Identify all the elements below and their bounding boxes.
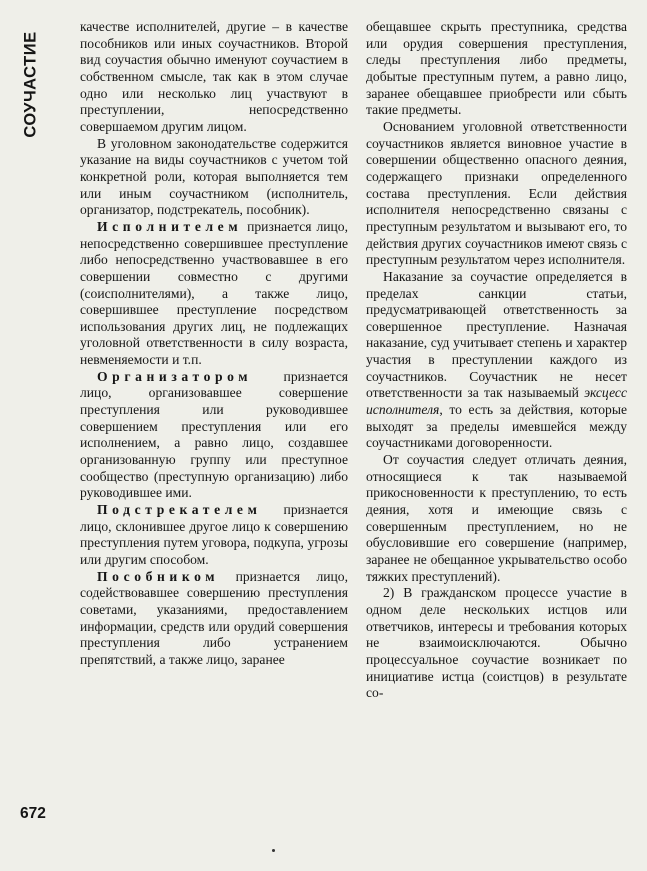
paragraph: В уголовном законодательстве содержится указание на виды соучастников с учетом той конкретной роли, которая выполняется тем или иным соучастником (исполнитель, организатор, подстрекатель, пособник). — [80, 135, 348, 218]
definition-accessory: признается лицо, содействовавшее совершению преступления советами, указаниями, предоставлением информации, средств или орудий совершения преступления либо устранением препятствий, а также лицо, заранее — [80, 568, 348, 667]
term-accessory: Пособником — [97, 568, 220, 584]
paragraph-punishment — [366, 269, 627, 452]
paragraph-accessory — [80, 569, 348, 669]
paragraph-executor — [80, 219, 348, 369]
paragraph: От соучастия следует отличать деяния, относящиеся к так называемой прикосновенности к преступлению, то есть деяния, хотя и имеющие связь с совершенным преступлением, но не обусловившие его совершение (например, заранее не обещанное укрывательство особо тяжких преступлений). — [366, 452, 627, 584]
paragraph: качестве исполнителей, другие – в качестве пособников или иных соучастников. Второй вид соучастия обычно именуют соучастием в собственном смысле, так как в этом случае одно или несколько лиц участвуют в преступлении, непосредственно совершаемом другим лицом. — [80, 19, 348, 134]
paragraph-text: Наказание за соучастие определяется в пределах санкции статьи, предусматривающей ответственность за совершенное преступление. Назначая наказание, суд учитывает степень и характер участия в преступлении каждого из соучастников. Соучастник не несет ответственности за так называемый — [366, 268, 627, 401]
paragraph: 2) В гражданском процессе участие в одном деле нескольких истцов или ответчиков, интересы и требования которых не взаимоисключаются. Обычно процессуальное соучастие возникает по инициативе истца (соистцов) в результате со- — [366, 585, 627, 701]
page-number: 672 — [20, 805, 46, 822]
term-excess: эксцесс исполнителя — [366, 385, 627, 418]
definition-instigator: признается лицо, склонившее другое лицо к совершению преступления путем уговора, подкупа, угрозы или другим способом. — [80, 502, 348, 567]
definition-organizer: признается лицо, организовавшее совершение преступления или руководившее совершением преступления или его исполнением, а равно лицо, создавшее организованную группу или преступное сообщество (преступную организацию) либо руководившее ими. — [80, 368, 348, 501]
paragraph-text: , то есть за действия, которые выходят за пределы имевшейся между соучастниками договоренности. — [366, 402, 627, 451]
paragraph: обещавшее скрыть преступника, средства или орудия совершения преступления, следы преступления либо предметы, добытые преступным путем, а равно лицо, заранее обещавшее приобрести или сбыть такие предметы. — [366, 19, 627, 118]
term-executor: Исполнителем — [97, 218, 243, 234]
paragraph-instigator — [80, 502, 348, 569]
scan-speck — [272, 849, 275, 852]
paragraph-organizer — [80, 369, 348, 502]
paragraph: Основанием уголовной ответственности соучастников является виновное участие в совершении общественно опасного деяния, содержащего признаки определенного состава преступления. Если действия исполнителя непосредственно связаны с преступным результатом и вызывают его, то действия других соучастников имеют связь с преступным результатом через исполнителя. — [366, 118, 627, 268]
definition-executor: признается лицо, непосредственно совершившее преступление либо непосредственно участвовавшее в его совершении совместно с другими (соисполнителями), а также лицо, совершившее преступление посредством использования других лиц, не подлежащих уголовной ответственности в силу возраста, невменяемости и т.п. — [80, 218, 348, 368]
left-column — [80, 19, 348, 669]
term-instigator: Подстрекателем — [97, 502, 262, 518]
term-organizer: Организатором — [97, 368, 253, 384]
running-header-title: СОУЧАСТИЕ — [21, 30, 40, 138]
right-column — [366, 19, 627, 702]
running-header — [16, 26, 46, 142]
